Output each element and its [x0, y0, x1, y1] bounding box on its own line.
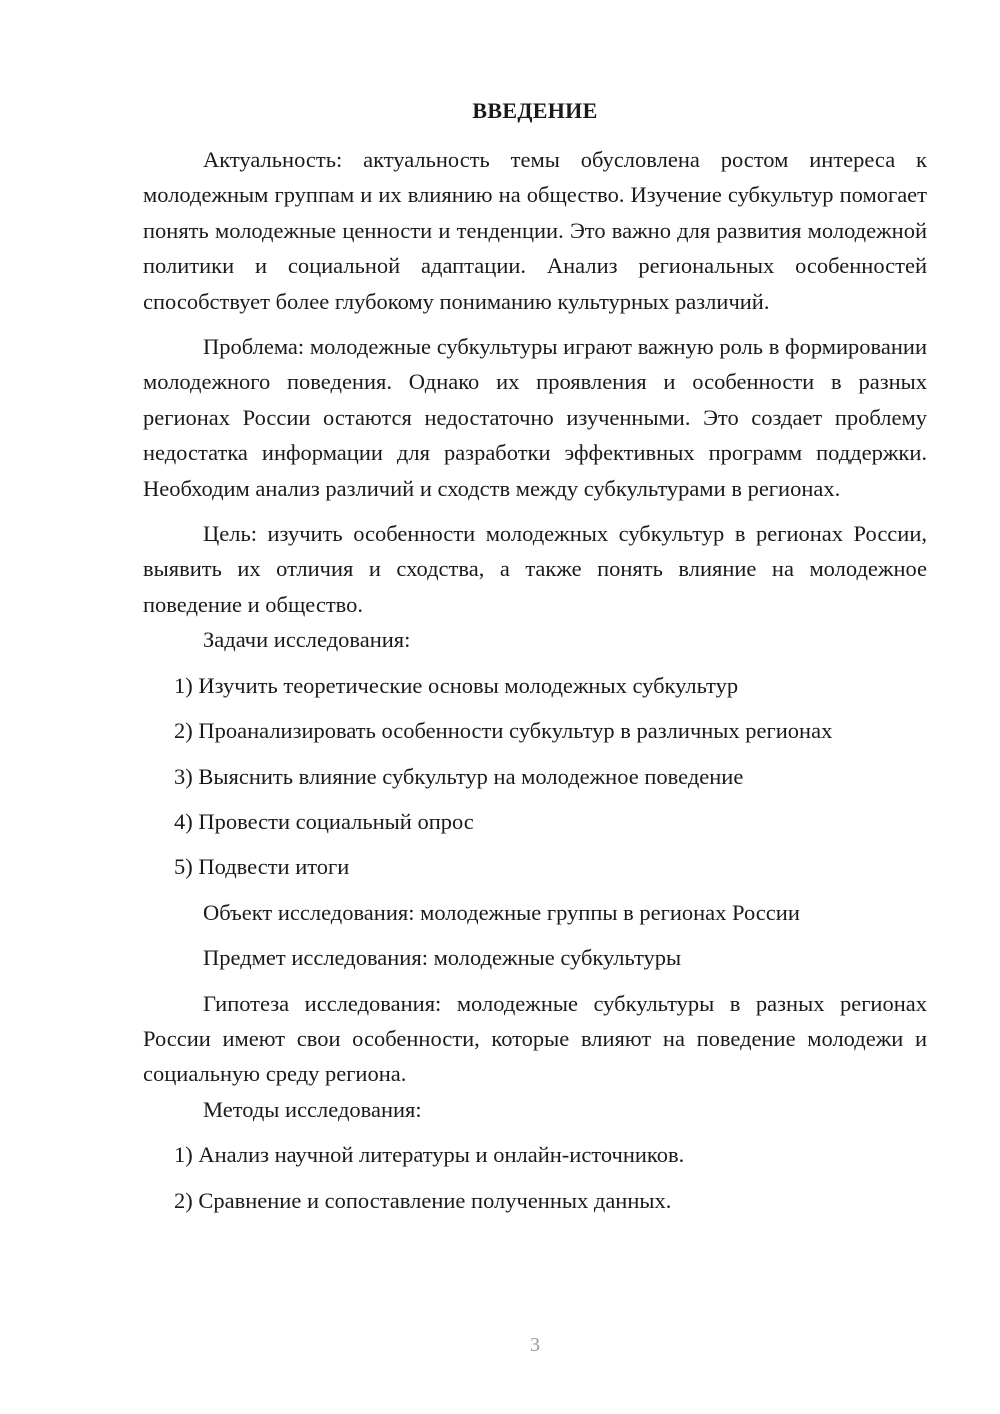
task-item: 1) Изучить теоретические основы молодежных субкультур — [174, 672, 739, 698]
method-item: 2) Сравнение и сопоставление полученных данных. — [174, 1187, 672, 1213]
research-subject: Предмет исследования: молодежные субкультуры — [203, 945, 682, 971]
method-item: 1) Анализ научной литературы и онлайн-источников. — [174, 1142, 685, 1168]
section-heading: ВВЕДЕНИЕ — [472, 98, 598, 123]
page-number: 3 — [530, 1334, 540, 1356]
methods-list — [143, 1137, 927, 1218]
relevance-paragraph: Актуальность: актуальность темы обусловлена ростом интереса к молодежным группам и их влиянию на общество. Изучение субкультур помогает понять молодежные ценности и тенденции. Это важно для развития молодежной политики и социальной адаптации. Анализ региональных особенностей способствует более глубокому пониманию культурных различий. — [143, 147, 927, 314]
hypothesis-paragraph: Гипотеза исследования: молодежные субкультуры в разных регионах России имеют свои особенности, которые влияют на поведение молодежи и социальную среду региона. — [143, 990, 927, 1087]
tasks-list — [143, 668, 927, 885]
task-item: 5) Подвести итоги — [174, 854, 350, 880]
methods-title: Методы исследования: — [203, 1096, 422, 1122]
problem-paragraph: Проблема: молодежные субкультуры играют важную роль в формировании молодежного поведения. Однако их проявления и особенности в разных регионах России остаются недостаточно изученными. Это создает проблему недостатка информации для разработки эффективных программ поддержки. Необходим анализ различий и сходств между субкультурами в регионах. — [143, 334, 927, 501]
tasks-title: Задачи исследования: — [203, 627, 411, 653]
document-body — [143, 142, 927, 1218]
research-object: Объект исследования: молодежные группы в регионах России — [203, 899, 800, 925]
task-item: 2) Проанализировать особенности субкультур в различных регионах — [174, 718, 833, 744]
goal-paragraph: Цель: изучить особенности молодежных субкультур в регионах России, выявить их отличия и сходства, а также понять влияние на молодежное поведение и общество. — [143, 521, 927, 617]
task-item: 4) Провести социальный опрос — [174, 808, 474, 834]
task-item: 3) Выяснить влияние субкультур на молодежное поведение — [174, 763, 744, 789]
